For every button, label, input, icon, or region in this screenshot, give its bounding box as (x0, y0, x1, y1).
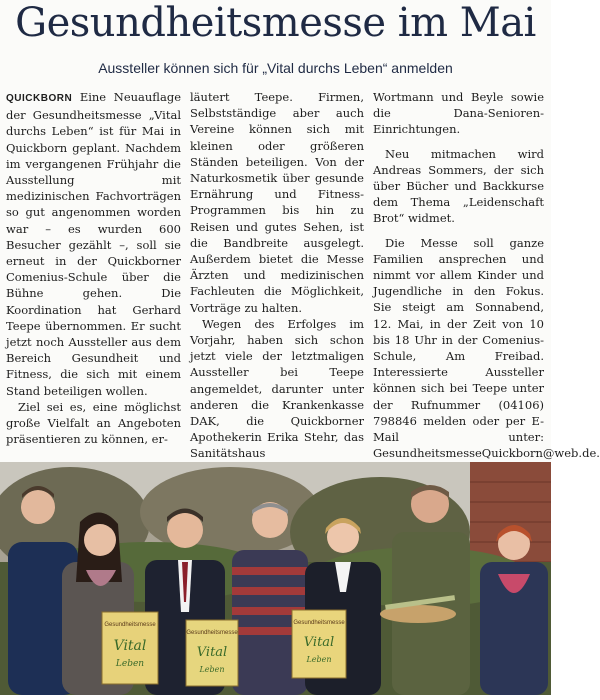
photo-illustration (0, 462, 551, 695)
paragraph: Wortmann und Beyle sowie die Dana-Senioren-Einrichtungen. (373, 90, 544, 137)
paragraph (6, 89, 181, 399)
article-subheadline: Aussteller können sich für „Vital durchs Leben“ anmelden (98, 60, 453, 76)
poster-subtitle: Leben (115, 659, 145, 669)
paragraph (373, 235, 600, 462)
group-photo (0, 462, 551, 695)
poster (102, 612, 158, 684)
paragraph-text: Die Messe soll ganze Familien ansprechen und nimmt vor allem Kinder und Jugendliche in den Fokus. Sie steigt am Sonnabend, 12. Mai, in der Zeit von 10 bis 18 Uhr in der Comenius-Schule, Am Freibad. Interessierte Aussteller können sich bei Teepe unter der Rufnummer (04106) 798846 melden oder per E-Mail unter: GesundheitsmesseQuickborn@web.de. (373, 235, 600, 461)
article-column-2 (190, 89, 364, 461)
poster-header: Gesundheitsmesse (104, 622, 156, 628)
poster-title: Vital (113, 638, 147, 654)
poster-subtitle: Leben (199, 665, 225, 674)
poster-header: Gesundheitsmesse (293, 620, 345, 626)
article-headline: Gesundheitsmesse im Mai (15, 0, 536, 46)
paragraph: läutert Teepe. Firmen, Selbstständige aber auch Vereine können sich mit kleinen oder größeren Ständen beteiligen. Von der Naturkosmetik über gesunde Ernährung und Fitness-Programmen bis hin zu Reisen und gutes Sehen, ist die Bandbreite ausgelegt. Außerdem bietet die Messe Ärzten und medizinischen Fachleuten die Möglichkeit, Vorträge zu halten. (190, 90, 364, 315)
poster-header: Gesundheitsmesse (186, 630, 238, 636)
paragraph: Wegen des Erfolges im Vorjahr, haben sich schon jetzt viele der letztmaligen Aussteller bei Teepe angemeldet, darunter unter anderen die Krankenkasse DAK, die Quickborner Apothekerin Erika Stehr, das Sanitätshaus (190, 316, 364, 461)
paragraph: Ziel sei es, eine möglichst große Vielfalt an Angeboten präsentieren zu können, er- (6, 399, 181, 447)
paragraph-text: Eine Neuauflage der Gesundheitsmesse „Vital durchs Leben“ ist für Mai in Quickborn geplant. Nachdem im vergangenen Frühjahr die Ausstellung mit medizinischen Fachvorträgen so gut angenommen worden war – es wurden 600 Besucher gezählt –, soll sie erneut in der Quickborner Comenius-Schule über die Bühne gehen. Die Koordination hat Gerhard Teepe übernommen. Er sucht jetzt noch Aussteller aus dem Bereich Gesundheit und Fitness, die sich mit einem Stand beteiligen wollen. (6, 90, 181, 398)
poster (292, 610, 346, 678)
paragraph: Neu mitmachen wird Andreas Sommers, der sich über Bücher und Backkurse dem Thema „Leidenschaft Brot“ widmet. (373, 146, 544, 226)
poster-title: Vital (303, 635, 335, 650)
dateline: QUICKBORN (6, 93, 73, 104)
poster-subtitle: Leben (306, 655, 332, 664)
poster (186, 620, 238, 686)
poster-title: Vital (196, 645, 228, 660)
article-column-1 (6, 89, 181, 451)
article-column-3 (373, 89, 600, 461)
